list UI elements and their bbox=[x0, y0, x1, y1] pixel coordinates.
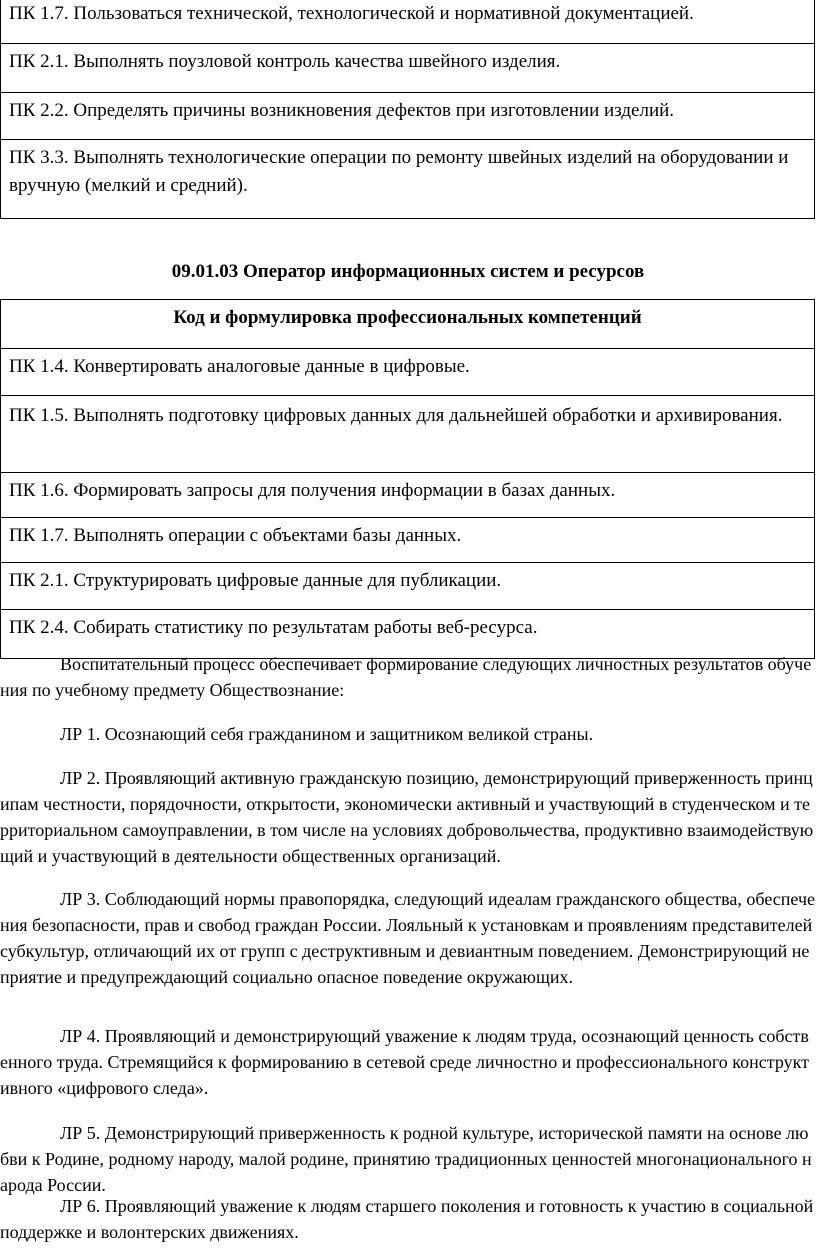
lr-paragraph-1: ЛР 1. Осознающий себя гражданином и защитником великой страны. bbox=[60, 724, 594, 744]
table-row bbox=[1, 473, 815, 518]
table-header-row bbox=[1, 300, 815, 349]
section-title: 09.01.03 Оператор информационных систем и ресурсов bbox=[171, 261, 645, 282]
intro-paragraph: Воспитательный процесс обеспечивает формирование следующих личностных результатов обучения по учебному предмету Обществознание: bbox=[0, 654, 812, 700]
table-cell: ПК 1.4. Конвертировать аналоговые данные в цифровые. bbox=[1, 349, 815, 396]
table-cell: ПК 1.6. Формировать запросы для получения информации в базах данных. bbox=[1, 473, 815, 518]
table-row bbox=[1, 140, 815, 219]
table-row bbox=[1, 44, 815, 93]
lr-paragraph-4: ЛР 4. Проявляющий и демонстрирующий уважение к людям труда, осознающий ценность собственного труда. Стремящийся к формированию в сетевой среде личностно и профессионального конструктивного «цифрового следа». bbox=[0, 1026, 809, 1098]
table-cell: ПК 1.5. Выполнять подготовку цифровых данных для дальнейшей обработки и архивирования. bbox=[1, 396, 815, 473]
table-row bbox=[1, 349, 815, 396]
table-row bbox=[1, 0, 815, 44]
lr-paragraph-5: ЛР 5. Демонстрирующий приверженность к родной культуре, исторической памяти на основе любви к Родине, родному народу, малой родине, принятию традиционных ценностей многонационального народа России. bbox=[0, 1123, 812, 1195]
competencies-table-sewing bbox=[0, 0, 815, 219]
table-cell: ПК 2.2. Определять причины возникновения дефектов при изготовлении изделий. bbox=[1, 93, 815, 140]
table-row bbox=[1, 396, 815, 473]
table-cell: ПК 3.3. Выполнять технологические операции по ремонту швейных изделий на оборудовании и вручную (мелкий и средний). bbox=[1, 140, 815, 219]
table-cell: ПК 2.1. Выполнять поузловой контроль качества швейного изделия. bbox=[1, 44, 815, 93]
table-header: Код и формулировка профессиональных компетенций bbox=[1, 300, 815, 349]
table-cell: ПК 1.7. Выполнять операции с объектами базы данных. bbox=[1, 518, 815, 563]
table-row bbox=[1, 563, 815, 610]
table-row bbox=[1, 93, 815, 140]
lr-paragraph-3: ЛР 3. Соблюдающий нормы правопорядка, следующий идеалам гражданского общества, обеспечения безопасности, прав и свобод граждан России. Лояльный к установкам и проявлениям представителей субкультур, отличающий их от групп с деструктивным и девиантным поведением. Демонстрирующий неприятие и предупреждающий социально опасное поведение окружающих. bbox=[0, 889, 815, 987]
table-cell: ПК 1.7. Пользоваться технической, технологической и нормативной документацией. bbox=[1, 0, 815, 44]
competencies-table-operator bbox=[0, 299, 815, 659]
table-row bbox=[1, 518, 815, 563]
lr-paragraph-2: ЛР 2. Проявляющий активную гражданскую позицию, демонстрирующий приверженность принципам честности, порядочности, открытости, экономически активный и участвующий в студенческом и территориальном самоуправлении, в том числе на условиях добровольчества, продуктивно взаимодействующий и участвующий в деятельности общественных организаций. bbox=[0, 768, 814, 866]
lr-paragraph-6: ЛР 6. Проявляющий уважение к людям старшего поколения и готовность к участию в социальной поддержке и волонтерских движениях. bbox=[0, 1196, 814, 1242]
table-cell: ПК 2.4. Собирать статистику по результатам работы веб-ресурса. bbox=[1, 610, 815, 659]
table-cell: ПК 2.1. Структурировать цифровые данные для публикации. bbox=[1, 563, 815, 610]
